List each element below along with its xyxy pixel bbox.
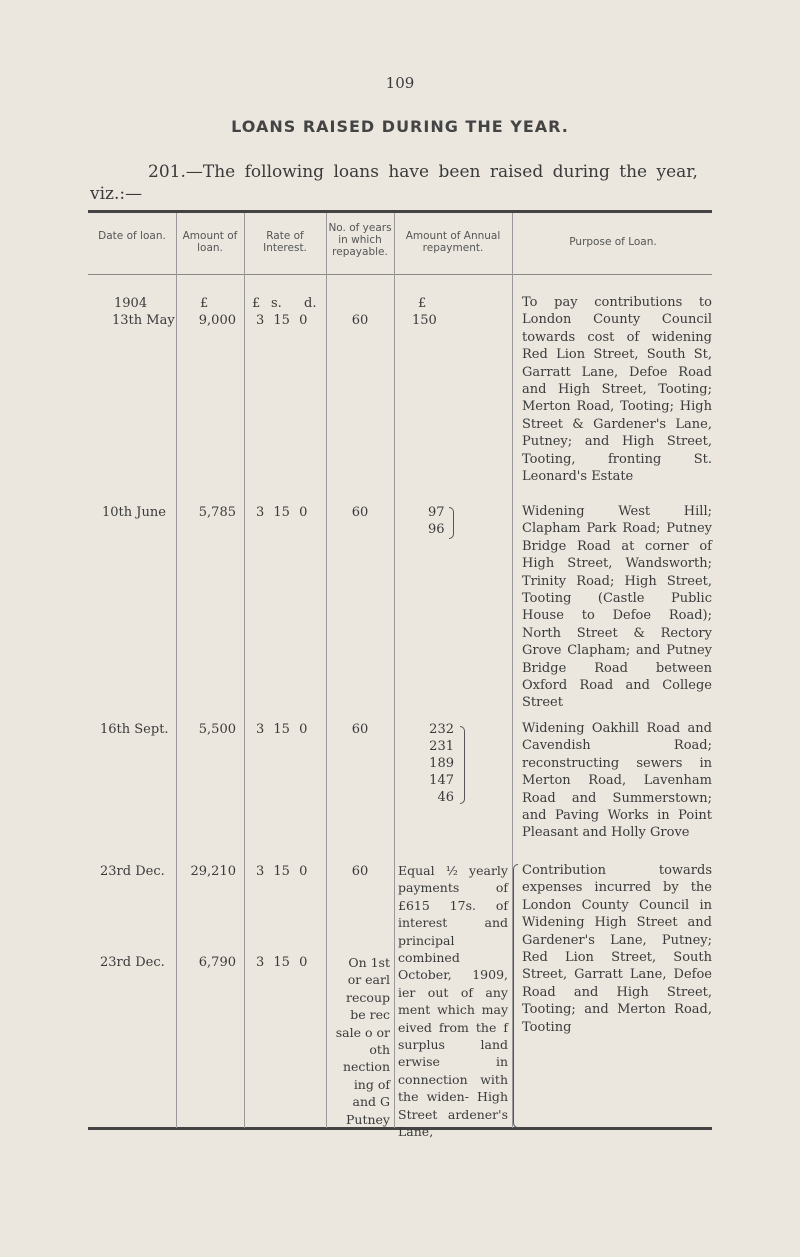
rate-cell: 3 15 0 [256, 722, 308, 737]
year-cell: 1904 [114, 296, 148, 311]
page-number: 109 [385, 74, 415, 92]
amount-cell: 5,785 [198, 505, 236, 520]
annual-brace [449, 507, 454, 539]
years-cell: 60 [351, 313, 369, 328]
header-rate: Rate of Interest. [263, 230, 307, 254]
repayment-terms-cell: On 1st or earl recoup be rec sale o or oth nection ing of and G Putney [335, 955, 390, 1127]
years-cell: 60 [351, 722, 369, 737]
date-cell: 10th June [102, 505, 166, 520]
annual-cell: 46 [437, 790, 454, 805]
unit-rate-pence: d. [304, 296, 317, 311]
header-date: Date of loan. [98, 230, 166, 242]
header-rule [88, 274, 712, 275]
purpose-cell: Widening Oakhill Road and Cavendish Road; reconstructing sewers in Merton Road, Lavenham Road and Summerstown; and Paving Works in Point Pleasant and Holly Grove [522, 721, 712, 841]
annual-cell: 232 [429, 722, 454, 737]
purpose-brace [513, 864, 518, 1128]
years-cell: 60 [351, 864, 369, 879]
header-amount: Amount of loan. [182, 230, 238, 254]
rate-cell: 3 15 0 [256, 955, 308, 970]
annual-cell: 150 [412, 313, 437, 328]
date-cell: 23rd Dec. [100, 955, 165, 970]
column-divider [326, 213, 327, 1128]
page-title: LOANS RAISED DURING THE YEAR. [231, 117, 569, 136]
annual-cell: 147 [429, 773, 454, 788]
column-divider [394, 213, 395, 1128]
column-divider [244, 213, 245, 1128]
amount-cell: 6,790 [198, 955, 236, 970]
date-cell: 13th May [112, 313, 175, 328]
unit-rate-pounds: £ [252, 296, 261, 311]
date-cell: 16th Sept. [100, 722, 169, 737]
amount-cell: 5,500 [198, 722, 236, 737]
unit-amount: £ [200, 296, 209, 311]
intro-paragraph: 201.—The following loans have been raised during the year, viz.:— [90, 162, 698, 204]
annual-cell: 189 [429, 756, 454, 771]
amount-cell: 29,210 [190, 864, 236, 879]
rate-cell: 3 15 0 [256, 864, 308, 879]
unit-annual: £ [418, 296, 427, 311]
table-top-rule [88, 210, 712, 213]
date-cell: 23rd Dec. [100, 864, 165, 879]
header-annual: Amount of Annual repayment. [405, 230, 501, 254]
rate-cell: 3 15 0 [256, 313, 308, 328]
purpose-cell: Widening West Hill; Clapham Park Road; Putney Bridge Road at corner of High Street, Wandsworth; Trinity Road; High Street, Tooting (Castle Public House to Defoe Road); North Street & Rectory Grove Clapham; and Putney Bridge Road between Oxford Road and College Street [522, 504, 712, 711]
annual-cell: 231 [429, 739, 454, 754]
rate-cell: 3 15 0 [256, 505, 308, 520]
annual-cell: 97 [428, 505, 445, 520]
combined-purpose-cell: Contribution towards expenses incurred by the London County Council in Widening High Street and Gardener's Lane, Putney; Red Lion Street, South Street, Garratt Lane, Defoe Road and High Street, Tooting; and Merton Road, Tooting [522, 863, 712, 1035]
header-years: No. of years in which repayable. [328, 222, 392, 258]
column-divider [176, 213, 177, 1128]
combined-annual-cell: Equal ½ yearly payments of £615 17s. of interest and principal combined October, 1909, ier out of any ment which may eived from the f surplus land erwise in connection with the widen- High Street ardener's Lane, [398, 863, 508, 1140]
annual-cell: 96 [428, 522, 445, 537]
unit-rate-shillings: s. [271, 296, 282, 311]
annual-brace [460, 726, 465, 804]
header-purpose: Purpose of Loan. [569, 236, 657, 248]
purpose-cell: To pay contributions to London County Council towards cost of widening Red Lion Street, South St, Garratt Lane, Defoe Road and High Street, Tooting; Merton Road, Tooting; High Street & Gardener's Lane, Putney; and High Street, Tooting, fronting St. Leonard's Estate [522, 295, 712, 485]
years-cell: 60 [351, 505, 369, 520]
amount-cell: 9,000 [198, 313, 236, 328]
